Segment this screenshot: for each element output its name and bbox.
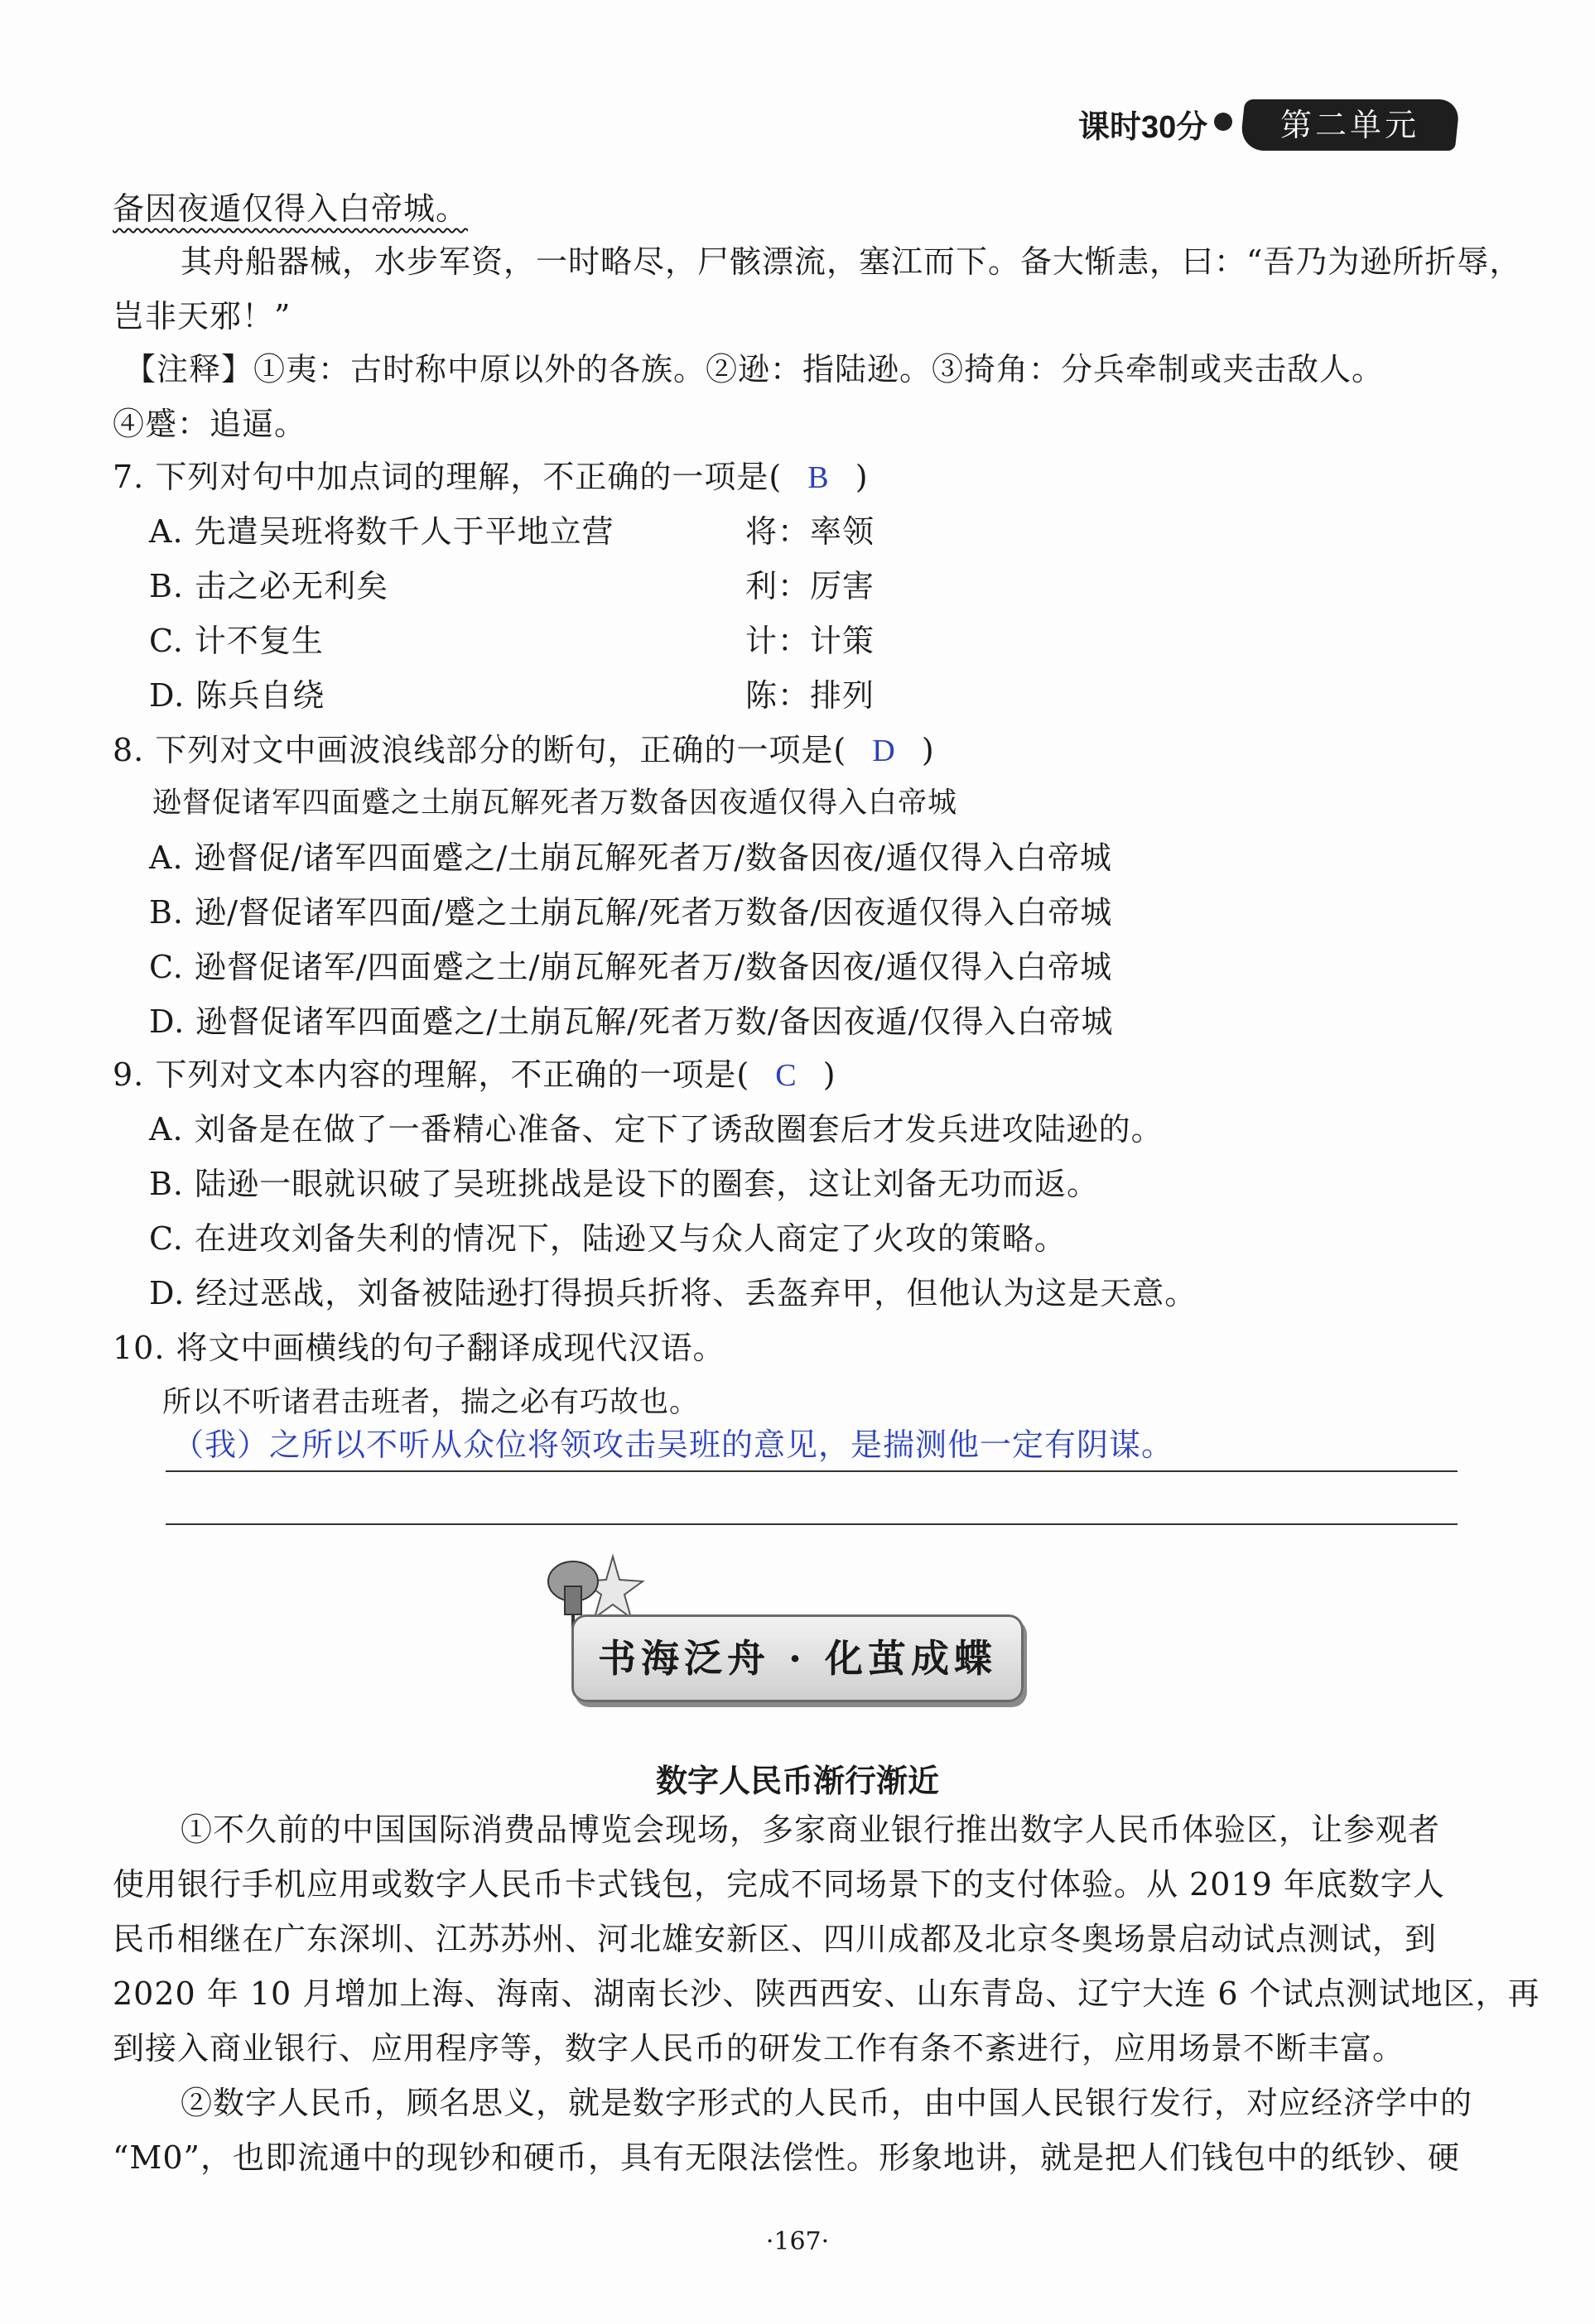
q8-answer: D <box>872 734 896 768</box>
q7-option-b: B. 击之必无利矣 <box>149 568 389 604</box>
q10-stem: 10. 将文中画横线的句子翻译成现代汉语。 <box>113 1330 725 1366</box>
q9-option-b: B. 陆逊一眼就识破了吴班挑战是设下的圈套，这让刘备无功而返。 <box>149 1166 1100 1202</box>
q7-option-a: A. 先遣吴班将数千人于平地立营 <box>149 513 614 550</box>
q7-stem <box>113 457 869 498</box>
note-line-2: ④蹙：追逼。 <box>113 406 307 442</box>
q9-option-c: C. 在进攻刘备失利的情况下，陆逊又与众人商定了火攻的策略。 <box>149 1220 1067 1257</box>
q10-answer: （我）之所以不听从众位将领攻击吴班的意见，是揣测他一定有阴谋。 <box>172 1428 1174 1463</box>
q7-close: ) <box>855 459 869 495</box>
q8-quote: 逊督促诸军四面蹙之土崩瓦解死者万数备因夜遁仅得入白帝城 <box>152 787 958 820</box>
header-dot-icon <box>1214 113 1232 131</box>
q9-stem <box>113 1055 836 1095</box>
article-line-5: 到接入商业银行、应用程序等，数字人民币的研发工作有条不紊进行，应用场景不断丰富。 <box>113 2030 1405 2067</box>
q9-option-a: A. 刘备是在做了一番精心准备、定下了诱敌圈套后才发兵进攻陆逊的。 <box>149 1111 1164 1148</box>
unit-badge <box>1240 99 1461 151</box>
q9-close: ) <box>822 1056 836 1093</box>
q8-option-c: C. 逊督促诸军/四面蹙之土/崩瓦解死者万/数备因夜/遁仅得入白帝城 <box>149 949 1113 985</box>
q8-stem-text: 8. 下列对文中画波浪线部分的断句，正确的一项是( <box>113 732 847 768</box>
q9-answer: C <box>775 1058 798 1093</box>
q7-gloss-a: 将：率领 <box>745 513 875 550</box>
article-line-6: ②数字人民币，顾名思义，就是数字形式的人民币，由中国人民银行发行，对应经济学中的 <box>181 2085 1473 2121</box>
article-line-2: 使用银行手机应用或数字人民币卡式钱包，完成不同场景下的支付体验。从 2019 年底数字人 <box>113 1866 1445 1903</box>
passage-line-1: 备因夜遁仅得入白帝城。 <box>113 190 469 227</box>
q7-option-c: C. 计不复生 <box>149 623 324 659</box>
section-banner <box>571 1614 1024 1702</box>
article-line-4: 2020 年 10 月增加上海、海南、湖南长沙、陕西西安、山东青岛、辽宁大连 6 个试点测试地区，再 <box>113 1975 1540 2012</box>
q7-option-d: D. 陈兵自绕 <box>149 677 325 714</box>
article-line-1: ①不久前的中国国际消费品博览会现场，多家商业银行推出数字人民币体验区，让参观者 <box>181 1812 1441 1848</box>
q9-stem-text: 9. 下列对文本内容的理解，不正确的一项是( <box>113 1056 750 1093</box>
answer-line-2 <box>166 1523 1458 1525</box>
q7-gloss-b: 利：厉害 <box>745 568 875 604</box>
q8-option-a: A. 逊督促/诸军四面蹙之/土崩瓦解死者万/数备因夜/遁仅得入白帝城 <box>149 840 1112 876</box>
q7-answer: B <box>807 460 830 495</box>
lesson-label: 课时30分 <box>1078 110 1208 145</box>
note-line-1: 【注释】①夷：古时称中原以外的各族。②逊：指陆逊。③掎角：分兵牵制或夹击敌人。 <box>124 351 1385 387</box>
passage-line-2: 其舟船器械，水步军资，一时略尽，尸骸漂流，塞江而下。备大惭恚，曰：“吾乃为逊所折辱， <box>181 243 1522 280</box>
q8-option-d: D. 逊督促诸军四面蹙之/土崩瓦解/死者万数/备因夜遁/仅得入白帝城 <box>149 1003 1114 1040</box>
q8-option-b: B. 逊/督促诸军四面/蹙之土崩瓦解/死者万数备/因夜遁仅得入白帝城 <box>149 894 1113 931</box>
q7-gloss-d: 陈：排列 <box>745 677 875 714</box>
q8-close: ) <box>921 732 935 768</box>
q8-stem <box>113 730 935 771</box>
article-line-7: “M0”，也即流通中的现钞和硬币，具有无限法偿性。形象地讲，就是把人们钱包中的纸钞、硬 <box>113 2139 1460 2176</box>
banner-title: 书海泛舟 · 化茧成蝶 <box>597 1636 998 1681</box>
page-number: ·167· <box>765 2227 830 2256</box>
q9-option-d: D. 经过恶战，刘备被陆逊打得损兵折将、丢盔弃甲，但他认为这是天意。 <box>149 1275 1197 1311</box>
article-title: 数字人民币渐行渐近 <box>655 1764 939 1799</box>
article-line-3: 民币相继在广东深圳、江苏苏州、河北雄安新区、四川成都及北京冬奥场景启动试点测试，到 <box>113 1921 1438 1957</box>
q10-quote: 所以不听诸君击班者，揣之必有巧故也。 <box>162 1386 700 1419</box>
unit-label: 第二单元 <box>1279 107 1419 143</box>
q7-stem-text: 7. 下列对句中加点词的理解，不正确的一项是( <box>113 459 783 495</box>
q7-gloss-c: 计：计策 <box>745 623 875 659</box>
passage-line-3: 岂非天邪！” <box>113 298 292 334</box>
answer-line-1 <box>166 1470 1458 1472</box>
